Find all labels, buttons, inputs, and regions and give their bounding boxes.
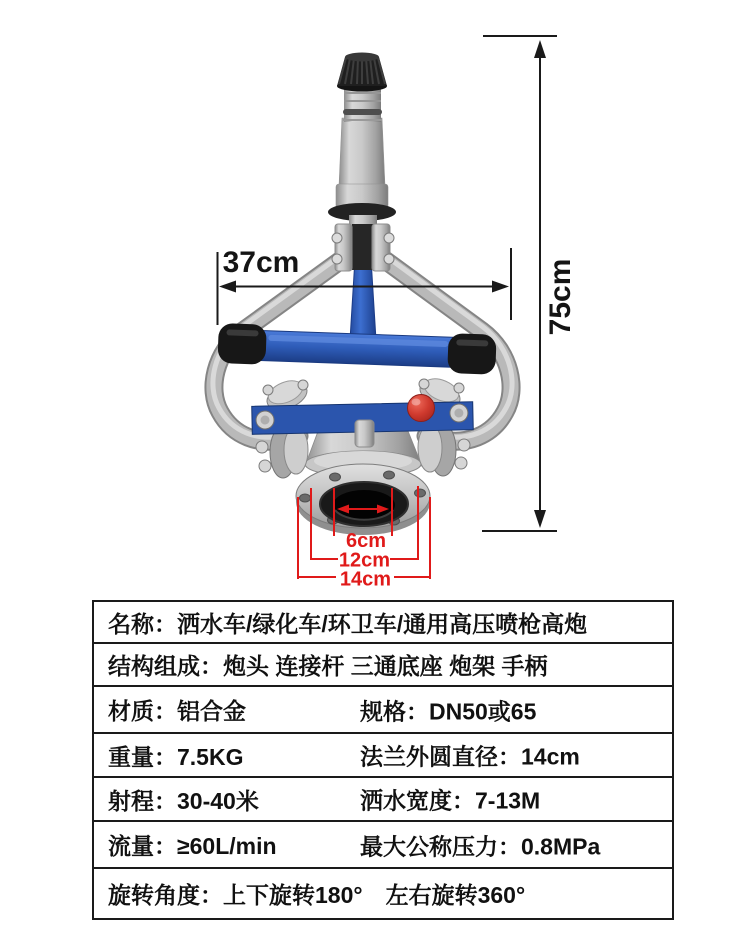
spec-spray-width: 洒水宽度：7-13M [360, 787, 541, 814]
spec-weight: 重量：7.5KG [108, 743, 244, 770]
spec-material: 材质：铝合金 [108, 698, 246, 724]
spec-row-rotation [94, 869, 672, 918]
dim-14cm-label: 14cm [339, 568, 392, 591]
dim-6cm-label: 6cm [345, 530, 387, 552]
tee-stud [355, 420, 374, 447]
left-grip [217, 323, 266, 365]
spec-row-structure [94, 644, 672, 687]
dim-75cm-label: 75cm [544, 258, 577, 336]
spec-range: 射程：30-40米 [108, 787, 259, 814]
spec-row-range [94, 778, 672, 822]
spec-row-flow [94, 822, 672, 869]
nozzle-tip [337, 53, 387, 92]
spec-row-material [94, 687, 672, 734]
right-grip [447, 333, 496, 375]
spec-table [92, 600, 674, 920]
spec-row-name [94, 602, 672, 644]
spec-model: 规格：DN50或65 [360, 698, 537, 724]
spec-row-weight [94, 734, 672, 778]
spec-name: 名称：洒水车/绿化车/环卫车/通用高压喷枪高炮 [108, 610, 588, 637]
dim-37cm-label: 37cm [222, 246, 300, 279]
spec-rotation: 旋转角度：上下旋转180° 左右旋转360° [108, 882, 526, 908]
spec-flange-diameter: 法兰外圆直径：14cm [360, 743, 580, 770]
valve-knob [408, 395, 435, 422]
spec-flow: 流量：≥60L/min [108, 833, 277, 859]
base-flange [296, 464, 430, 535]
spec-pressure: 最大公称压力：0.8MPa [360, 833, 601, 859]
spec-structure: 结构组成：炮头 连接杆 三通底座 炮架 手柄 [108, 653, 548, 679]
fork-joint [332, 224, 394, 271]
dim-12cm-label: 12cm [338, 549, 391, 572]
